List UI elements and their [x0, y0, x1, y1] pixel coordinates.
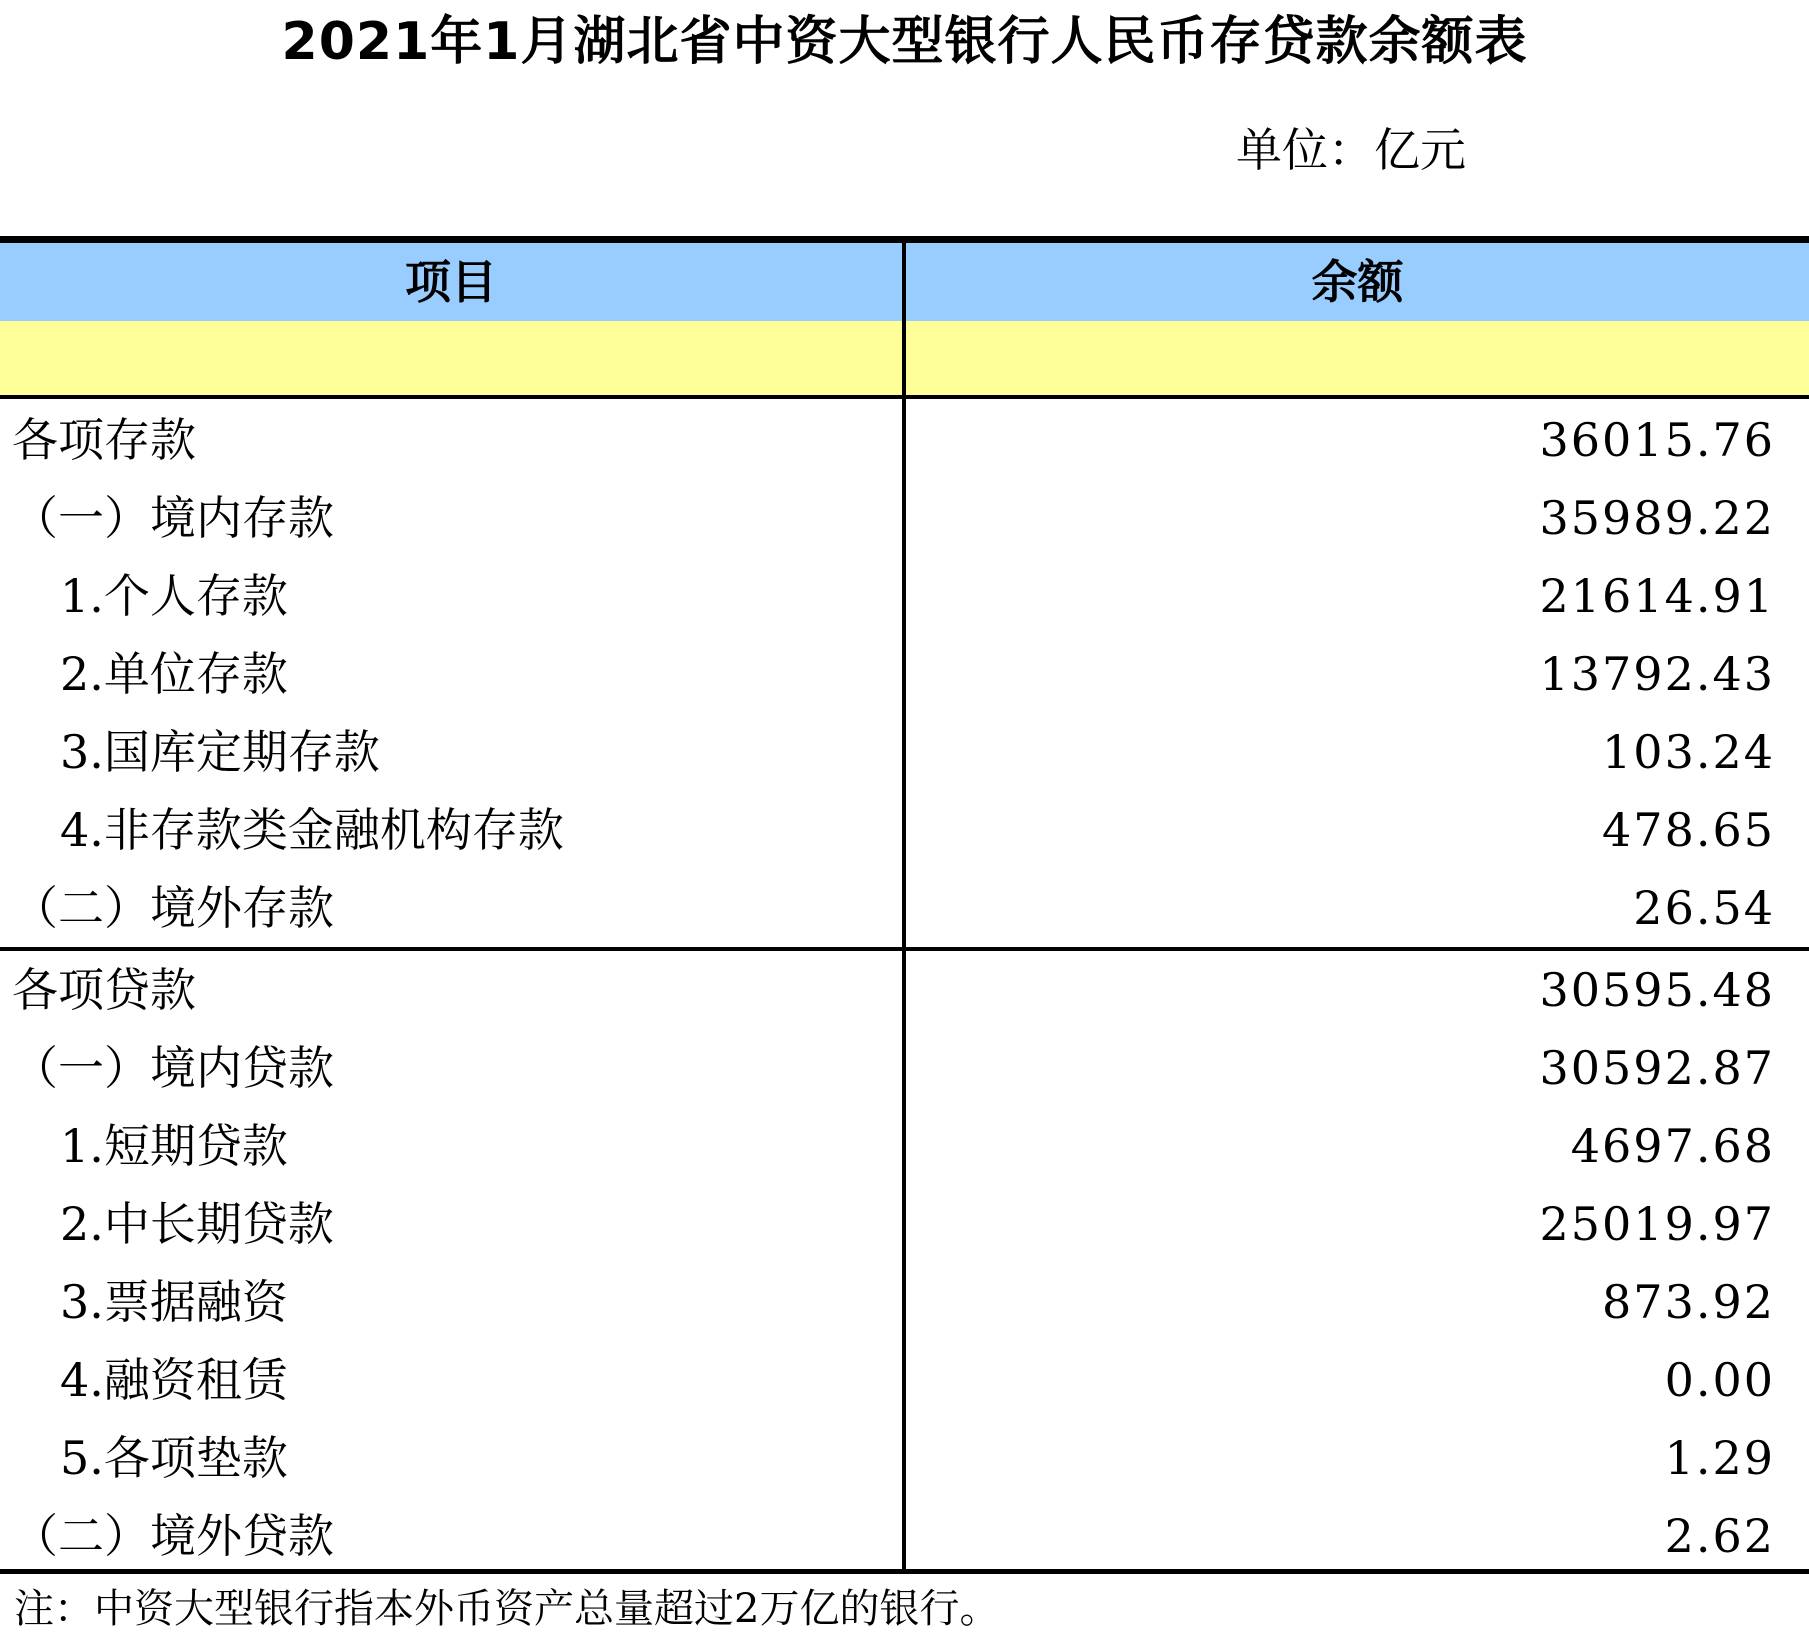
row-value: 1.29 — [1664, 1431, 1775, 1485]
row-value: 4697.68 — [1570, 1119, 1775, 1173]
row-label: （二）境外贷款 — [12, 1509, 334, 1563]
row-value: 103.24 — [1602, 725, 1775, 779]
row-label: 4.融资租赁 — [60, 1353, 288, 1407]
table-row — [0, 401, 1809, 479]
row-label: 2.中长期贷款 — [60, 1197, 334, 1251]
table-row — [0, 713, 1809, 791]
row-label: 1.短期贷款 — [60, 1119, 288, 1173]
row-value: 26.54 — [1633, 881, 1775, 935]
header-item: 项目 — [405, 255, 497, 309]
row-value: 35989.22 — [1539, 491, 1775, 545]
table-row — [0, 791, 1809, 869]
footnote: 注：中资大型银行指本外币资产总量超过2万亿的银行。 — [14, 1586, 1000, 1632]
table-row — [0, 1185, 1809, 1263]
row-label: 2.单位存款 — [60, 647, 288, 701]
table-row — [0, 1497, 1809, 1575]
table-row — [0, 1419, 1809, 1497]
header-balance: 余额 — [1311, 255, 1404, 309]
row-label: 4.非存款类金融机构存款 — [60, 803, 564, 857]
row-value: 2.62 — [1664, 1509, 1775, 1563]
table-row — [0, 1263, 1809, 1341]
table-row — [0, 557, 1809, 635]
unit-label: 单位：亿元 — [1236, 123, 1466, 177]
row-value: 21614.91 — [1539, 569, 1775, 623]
row-value: 0.00 — [1664, 1353, 1775, 1407]
page-title: 2021年1月湖北省中资大型银行人民币存贷款余额表 — [281, 12, 1528, 72]
table-row — [0, 869, 1809, 947]
table-row — [0, 479, 1809, 557]
row-value: 36015.76 — [1539, 413, 1775, 467]
table-row — [0, 1341, 1809, 1419]
table-row — [0, 951, 1809, 1029]
table-row — [0, 1029, 1809, 1107]
row-label: 各项存款 — [12, 413, 196, 467]
row-value: 30592.87 — [1539, 1041, 1775, 1095]
row-label: 3.国库定期存款 — [60, 725, 380, 779]
row-label: 1.个人存款 — [60, 569, 288, 623]
table-bottom-border — [0, 1569, 1809, 1574]
row-label: 各项贷款 — [12, 963, 196, 1017]
row-value: 13792.43 — [1539, 647, 1775, 701]
row-label: 5.各项垫款 — [60, 1431, 288, 1485]
row-label: （一）境内贷款 — [12, 1041, 334, 1095]
row-label: （一）境内存款 — [12, 491, 334, 545]
row-label: （二）境外存款 — [12, 881, 334, 935]
table-top-border — [0, 236, 1809, 243]
table-row — [0, 1107, 1809, 1185]
row-value: 873.92 — [1602, 1275, 1775, 1329]
row-value: 478.65 — [1602, 803, 1775, 857]
table-row — [0, 635, 1809, 713]
row-value: 30595.48 — [1539, 963, 1775, 1017]
row-label: 3.票据融资 — [60, 1275, 288, 1329]
row-value: 25019.97 — [1539, 1197, 1775, 1251]
